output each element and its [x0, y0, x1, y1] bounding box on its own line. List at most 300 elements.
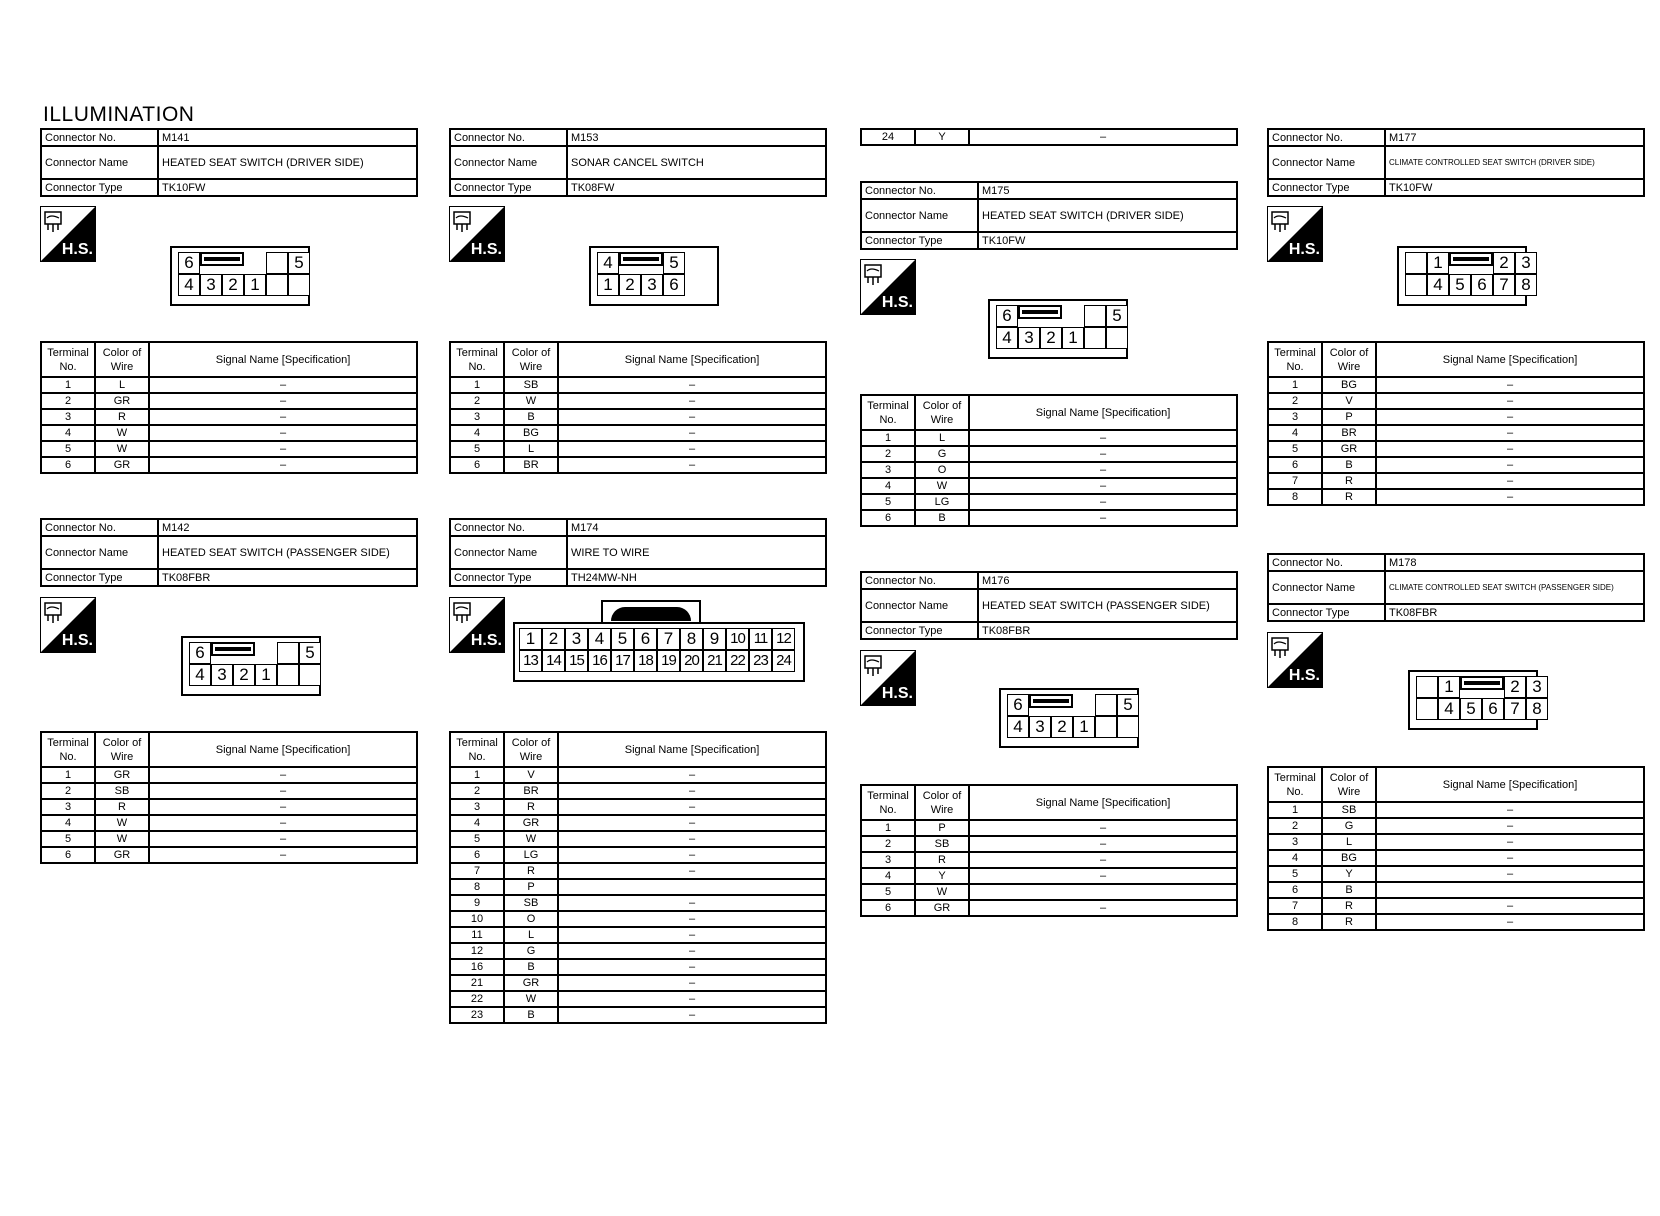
connector-type-value: TH24MW-NH [567, 569, 826, 586]
m174-terminal-table [449, 731, 827, 1024]
color-of-wire-header: Color of Wire [504, 342, 558, 377]
pin-cell: 4 [996, 327, 1018, 349]
pin-cell: 4 [597, 252, 619, 274]
table-row [450, 377, 826, 393]
wire-color-cell: B [504, 1007, 558, 1023]
signal-cell: – [149, 847, 417, 863]
pin-cell: 12 [772, 628, 795, 650]
pin-cell [1084, 327, 1106, 349]
connector-type-label: Connector Type [1268, 604, 1385, 621]
color-of-wire-header: Color of Wire [915, 785, 969, 820]
pin-cell: 6 [634, 628, 657, 650]
pin-cell: 5 [663, 252, 685, 274]
signal-cell: – [558, 991, 826, 1007]
terminal-table [40, 731, 418, 864]
signal-cell: – [1376, 802, 1644, 818]
terminal-cell: 22 [450, 991, 504, 1007]
hs-label: H.S. [470, 632, 502, 649]
signal-cell: – [558, 831, 826, 847]
terminal-cell: 5 [450, 831, 504, 847]
pin-cell: 5 [299, 642, 321, 664]
pin-cell: 3 [1515, 252, 1537, 274]
wire-color-cell: W [504, 393, 558, 409]
terminal-cell: 9 [450, 895, 504, 911]
terminal-cell: 2 [450, 393, 504, 409]
terminal-cell: 1 [1268, 377, 1322, 393]
pin-cell: 4 [189, 664, 211, 686]
terminal-table [860, 784, 1238, 917]
connector-type-label: Connector Type [861, 232, 978, 249]
connector-key [611, 607, 691, 621]
pin-cell: 2 [233, 664, 255, 686]
table-row [450, 991, 826, 1007]
connector-name-value: HEATED SEAT SWITCH (DRIVER SIDE) [978, 199, 1237, 232]
wire-color-cell: GR [95, 393, 149, 409]
connector-no-value: M178 [1385, 554, 1644, 571]
connector-type-label: Connector Type [41, 179, 158, 196]
table-row [1268, 441, 1644, 457]
table-row [861, 510, 1237, 526]
signal-cell: – [969, 900, 1237, 916]
table-header-row [41, 732, 417, 767]
signal-cell: – [969, 510, 1237, 526]
terminal-cell: 3 [1268, 834, 1322, 850]
connector-type-label: Connector Type [450, 179, 567, 196]
connector-type-value: TK08FW [567, 179, 826, 196]
harness-side-icon [40, 597, 96, 653]
connector-no-label: Connector No. [1268, 554, 1385, 571]
terminal-cell: 5 [1268, 866, 1322, 882]
hs-label: H.S. [1288, 667, 1320, 684]
terminal-cell: 5 [450, 441, 504, 457]
pin-cell [1416, 676, 1438, 698]
connector-type-value: TK10FW [1385, 179, 1644, 196]
terminal-cell: 5 [1268, 441, 1322, 457]
wire-color-cell: W [95, 425, 149, 441]
signal-cell: – [558, 457, 826, 473]
pin-cell: 1 [1073, 716, 1095, 738]
table-row [1268, 457, 1644, 473]
table-header-row [861, 785, 1237, 820]
terminal-cell: 8 [1268, 914, 1322, 930]
m178-header [1267, 553, 1645, 622]
wire-color-cell: SB [95, 783, 149, 799]
table-row [1268, 898, 1644, 914]
pin-cell: 6 [1471, 274, 1493, 296]
terminal-cell: 8 [1268, 489, 1322, 505]
terminal-table [449, 341, 827, 474]
wire-color-cell: B [1322, 882, 1376, 898]
connector-type-label: Connector Type [861, 622, 978, 639]
signal-name-header: Signal Name [Specification] [969, 785, 1237, 820]
terminal-table [1267, 766, 1645, 931]
connector-name-value: HEATED SEAT SWITCH (PASSENGER SIDE) [158, 536, 417, 569]
terminal-no-header: Terminal No. [450, 732, 504, 767]
connector-no-label: Connector No. [450, 519, 567, 536]
connector-name-label: Connector Name [1268, 571, 1385, 604]
signal-cell: – [969, 836, 1237, 852]
hs-label: H.S. [881, 685, 913, 702]
wire-color-cell: P [915, 820, 969, 836]
table-row [450, 943, 826, 959]
signal-cell: – [558, 441, 826, 457]
table-row [1268, 818, 1644, 834]
wire-color-cell: GR [95, 767, 149, 783]
connector-no-value: M176 [978, 572, 1237, 589]
table-row [861, 494, 1237, 510]
signal-cell: – [558, 815, 826, 831]
wire-color-cell: GR [915, 900, 969, 916]
signal-cell: – [558, 393, 826, 409]
color-of-wire-header: Color of Wire [95, 732, 149, 767]
wire-color-cell: Y [915, 129, 969, 145]
pin-cell: 11 [749, 628, 772, 650]
signal-cell: – [1376, 473, 1644, 489]
connector-no-value: M177 [1385, 129, 1644, 146]
signal-cell: – [1376, 898, 1644, 914]
table-row [861, 836, 1237, 852]
m142-header [40, 518, 418, 587]
table-row [41, 409, 417, 425]
connector-info-table [1267, 128, 1645, 197]
signal-cell: – [149, 767, 417, 783]
pin-cell: 7 [1504, 698, 1526, 720]
pin-cell: 4 [1427, 274, 1449, 296]
table-row [861, 430, 1237, 446]
wire-color-cell: BG [1322, 377, 1376, 393]
table-row [450, 783, 826, 799]
table-row [41, 799, 417, 815]
m141-header [40, 128, 418, 197]
terminal-cell: 1 [41, 767, 95, 783]
latch [1018, 305, 1062, 319]
terminal-cell: 2 [1268, 818, 1322, 834]
table-row [1268, 377, 1644, 393]
terminal-cell: 1 [861, 820, 915, 836]
terminal-cell: 1 [861, 430, 915, 446]
pin-cell: 1 [1438, 676, 1460, 698]
connector-no-value: M142 [158, 519, 417, 536]
connector-type-label: Connector Type [450, 569, 567, 586]
terminal-cell: 7 [450, 863, 504, 879]
connector-info-table [449, 518, 827, 587]
signal-name-header: Signal Name [Specification] [558, 342, 826, 377]
wire-color-cell: R [1322, 914, 1376, 930]
signal-cell: – [1376, 818, 1644, 834]
wire-color-cell: O [504, 911, 558, 927]
pin-cell: 3 [565, 628, 588, 650]
wire-color-cell: G [504, 943, 558, 959]
pin-cell: 2 [619, 274, 641, 296]
connector-name-label: Connector Name [450, 146, 567, 179]
pin-cell [277, 642, 299, 664]
terminal-cell: 4 [861, 868, 915, 884]
pin-cell [266, 252, 288, 274]
table-row [41, 377, 417, 393]
table-row [450, 799, 826, 815]
pin-cell: 7 [1493, 274, 1515, 296]
wire-color-cell: V [1322, 393, 1376, 409]
m141-terminal-table [40, 341, 418, 474]
terminal-cell: 4 [450, 425, 504, 441]
terminal-cell: 1 [450, 377, 504, 393]
hs-label: H.S. [1288, 241, 1320, 258]
wire-color-cell: B [504, 409, 558, 425]
terminal-cell: 3 [861, 852, 915, 868]
signal-cell: – [969, 478, 1237, 494]
signal-cell: – [558, 783, 826, 799]
m176-terminal-table [860, 784, 1238, 917]
terminal-cell: 4 [41, 815, 95, 831]
hs-label: H.S. [61, 632, 93, 649]
signal-cell: – [558, 863, 826, 879]
wire-color-cell: V [504, 767, 558, 783]
pin-cell: 1 [597, 274, 619, 296]
table-row [861, 129, 1237, 145]
pin-cell: 3 [1018, 327, 1040, 349]
harness-side-icon [449, 597, 505, 653]
terminal-table [40, 341, 418, 474]
pin-cell: 14 [542, 650, 565, 672]
terminal-cell: 2 [1268, 393, 1322, 409]
signal-cell: – [558, 959, 826, 975]
wire-color-cell: SB [1322, 802, 1376, 818]
pin-cell: 8 [1526, 698, 1548, 720]
wire-color-cell: R [95, 799, 149, 815]
terminal-cell: 12 [450, 943, 504, 959]
wire-color-cell: L [915, 430, 969, 446]
table-row [41, 393, 417, 409]
wire-color-cell: GR [1322, 441, 1376, 457]
latch [211, 642, 255, 656]
terminal-cell: 5 [41, 831, 95, 847]
terminal-no-header: Terminal No. [41, 732, 95, 767]
latch [1460, 676, 1504, 690]
connector-no-label: Connector No. [450, 129, 567, 146]
wire-color-cell: P [504, 879, 558, 895]
pin-cell: 6 [178, 252, 200, 274]
pin-cell: 19 [657, 650, 680, 672]
page-title: ILLUMINATION [43, 103, 195, 126]
table-row [1268, 489, 1644, 505]
pin-cell [1117, 716, 1139, 738]
signal-cell: – [558, 895, 826, 911]
wire-color-cell: L [1322, 834, 1376, 850]
wire-color-cell: BG [504, 425, 558, 441]
table-row [1268, 834, 1644, 850]
signal-cell: – [149, 457, 417, 473]
connector-no-value: M175 [978, 182, 1237, 199]
wire-color-cell: B [1322, 457, 1376, 473]
connector-info-table [1267, 553, 1645, 622]
terminal-no-header: Terminal No. [861, 785, 915, 820]
table-row [450, 831, 826, 847]
harness-side-icon [1267, 632, 1323, 688]
terminal-no-header: Terminal No. [450, 342, 504, 377]
terminal-cell: 2 [861, 836, 915, 852]
terminal-cell: 4 [450, 815, 504, 831]
m153-terminal-table [449, 341, 827, 474]
wire-color-cell: W [95, 831, 149, 847]
table-row [450, 879, 826, 895]
signal-name-header: Signal Name [Specification] [149, 732, 417, 767]
table-header-row [450, 732, 826, 767]
terminal-cell: 5 [41, 441, 95, 457]
signal-cell: – [149, 799, 417, 815]
signal-cell: – [969, 820, 1237, 836]
pin-cell: 4 [588, 628, 611, 650]
terminal-cell: 8 [450, 879, 504, 895]
wire-color-cell: W [95, 441, 149, 457]
table-row [1268, 425, 1644, 441]
signal-cell: – [558, 847, 826, 863]
pin-cell: 9 [703, 628, 726, 650]
table-row [450, 409, 826, 425]
table-row [861, 462, 1237, 478]
table-row [41, 425, 417, 441]
wire-color-cell: W [95, 815, 149, 831]
wire-color-cell: L [504, 927, 558, 943]
latch [1029, 694, 1073, 708]
terminal-cell: 2 [41, 393, 95, 409]
connector-no-value: M153 [567, 129, 826, 146]
wire-color-cell: R [1322, 489, 1376, 505]
wire-color-cell: R [1322, 473, 1376, 489]
signal-cell: – [149, 815, 417, 831]
table-row [861, 852, 1237, 868]
table-row [450, 815, 826, 831]
signal-cell: – [149, 831, 417, 847]
m174-continued-row [860, 128, 1238, 146]
table-row [861, 478, 1237, 494]
terminal-cell: 4 [41, 425, 95, 441]
m176-header [860, 571, 1238, 640]
pin-cell [1405, 274, 1427, 296]
connector-name-label: Connector Name [861, 589, 978, 622]
m177-header [1267, 128, 1645, 197]
table-header-row [450, 342, 826, 377]
pin-cell: 16 [588, 650, 611, 672]
harness-side-icon [40, 206, 96, 262]
terminal-cell: 3 [861, 462, 915, 478]
wire-color-cell: SB [915, 836, 969, 852]
m177-terminal-table [1267, 341, 1645, 506]
connector-name-value: HEATED SEAT SWITCH (PASSENGER SIDE) [978, 589, 1237, 622]
terminal-cell: 6 [861, 510, 915, 526]
signal-name-header: Signal Name [Specification] [1376, 342, 1644, 377]
table-row [41, 441, 417, 457]
connector-type-value: TK08FBR [978, 622, 1237, 639]
connector-name-label: Connector Name [41, 146, 158, 179]
wire-color-cell: BR [504, 457, 558, 473]
pin-cell: 21 [703, 650, 726, 672]
terminal-cell: 3 [41, 409, 95, 425]
pin-cell: 4 [1438, 698, 1460, 720]
signal-cell: – [1376, 914, 1644, 930]
terminal-cell: 1 [41, 377, 95, 393]
wire-color-cell: LG [504, 847, 558, 863]
terminal-cell: 16 [450, 959, 504, 975]
terminal-cell: 6 [861, 900, 915, 916]
pin-cell: 6 [663, 274, 685, 296]
pin-cell: 4 [178, 274, 200, 296]
signal-cell: – [558, 943, 826, 959]
terminal-no-header: Terminal No. [1268, 342, 1322, 377]
latch [619, 252, 663, 266]
terminal-cell: 3 [450, 409, 504, 425]
pin-cell [1106, 327, 1128, 349]
table-row [861, 884, 1237, 900]
connector-name-value: WIRE TO WIRE [567, 536, 826, 569]
connector-name-label: Connector Name [41, 536, 158, 569]
pin-cell [1416, 698, 1438, 720]
m174-header [449, 518, 827, 587]
signal-cell [1376, 882, 1644, 898]
pin-cell: 17 [611, 650, 634, 672]
signal-cell: – [558, 911, 826, 927]
table-row [1268, 473, 1644, 489]
m142-terminal-table [40, 731, 418, 864]
signal-cell: – [149, 409, 417, 425]
terminal-cell: 6 [41, 457, 95, 473]
terminal-cell: 3 [41, 799, 95, 815]
table-row [41, 457, 417, 473]
signal-cell: – [149, 425, 417, 441]
connector-info-table [40, 128, 418, 197]
color-of-wire-header: Color of Wire [1322, 342, 1376, 377]
terminal-cell: 5 [861, 494, 915, 510]
pin-cell: 5 [611, 628, 634, 650]
signal-cell: – [969, 446, 1237, 462]
terminal-cell: 1 [1268, 802, 1322, 818]
terminal-cell: 5 [861, 884, 915, 900]
table-row [450, 441, 826, 457]
table-row [41, 783, 417, 799]
table-row [450, 911, 826, 927]
wire-color-cell: GR [95, 457, 149, 473]
signal-cell: – [558, 1007, 826, 1023]
signal-cell: – [1376, 377, 1644, 393]
pin-cell: 10 [726, 628, 749, 650]
signal-cell [969, 884, 1237, 900]
pin-cell: 2 [1040, 327, 1062, 349]
latch [200, 252, 244, 266]
connector-name-label: Connector Name [1268, 146, 1385, 179]
wire-color-cell: L [504, 441, 558, 457]
wire-color-cell: R [1322, 898, 1376, 914]
pin-cell: 2 [542, 628, 565, 650]
wire-color-cell: SB [504, 377, 558, 393]
wire-color-cell: P [1322, 409, 1376, 425]
pin-cell [1084, 305, 1106, 327]
wire-color-cell: BR [1322, 425, 1376, 441]
pin-cell [288, 274, 310, 296]
signal-cell: – [1376, 489, 1644, 505]
table-row [41, 815, 417, 831]
connector-info-table [860, 571, 1238, 640]
terminal-cell: 23 [450, 1007, 504, 1023]
pin-cell: 2 [1051, 716, 1073, 738]
table-row [450, 959, 826, 975]
terminal-cell: 7 [1268, 473, 1322, 489]
terminal-cell: 6 [1268, 882, 1322, 898]
color-of-wire-header: Color of Wire [915, 395, 969, 430]
table-row [450, 847, 826, 863]
wire-color-cell: GR [95, 847, 149, 863]
connector-no-label: Connector No. [41, 519, 158, 536]
signal-cell: – [1376, 866, 1644, 882]
pin-cell [1095, 694, 1117, 716]
